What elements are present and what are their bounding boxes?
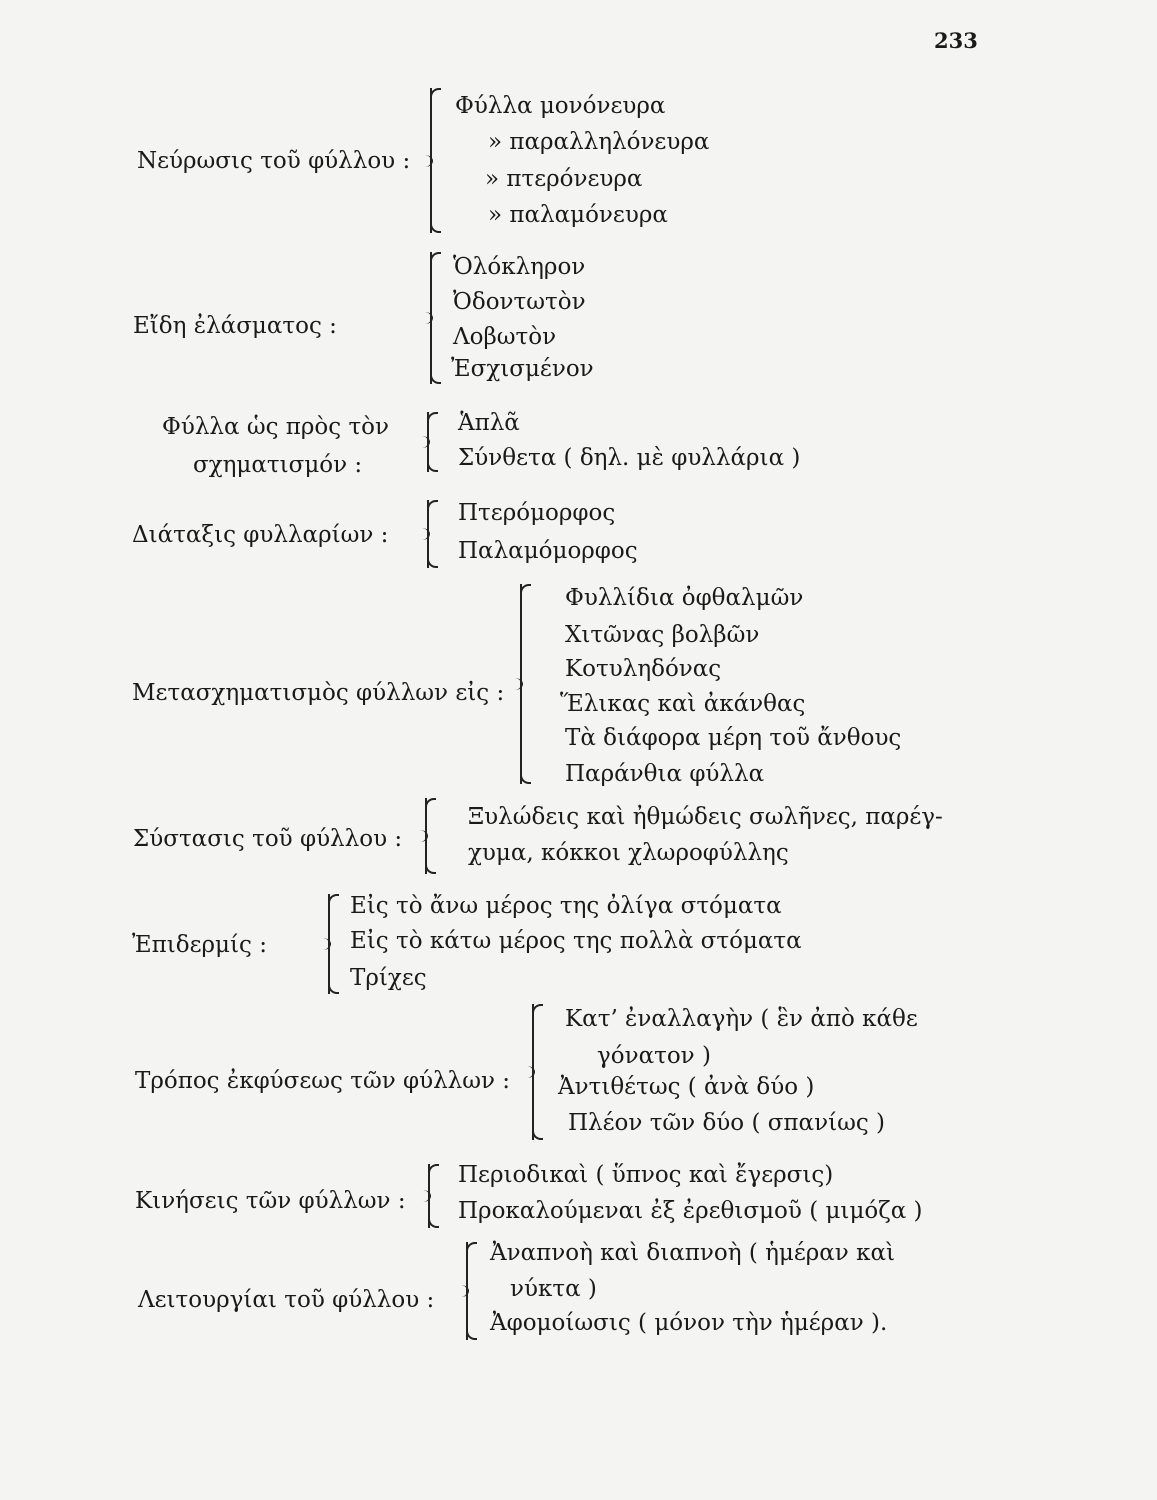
systasis-item: Ξυλώδεις καὶ ἠθμώδεις σωλῆνες, παρέγ- <box>468 804 943 830</box>
nevrosis-item: » παραλληλόνευρα <box>488 129 710 155</box>
metaschimatismos-label: Μετασχηματισμὸς φύλλων εἰς : <box>132 680 505 706</box>
metaschimatismos-brace <box>520 584 532 784</box>
leitourgiai-item: Ἀναπνοὴ καὶ διαπνοὴ ( ἡμέραν καὶ <box>490 1240 896 1266</box>
schimatismos-label-line2: σχηματισμόν : <box>193 452 363 478</box>
leitourgiai-item: Ἀφομοίωσις ( μόνον τὴν ἡμέραν ). <box>490 1310 888 1336</box>
eidi-brace <box>430 252 442 384</box>
diataxis-item: Παλαμόμορφος <box>458 538 638 564</box>
leitourgiai-label: Λειτουργίαι τοῦ φύλλου : <box>138 1287 435 1313</box>
tropos-brace <box>532 1004 544 1140</box>
schimatismos-item: Σύνθετα ( δηλ. μὲ φυλλάρια ) <box>458 445 801 471</box>
schimatismos-brace <box>427 412 439 472</box>
metaschimatismos-item: Φυλλίδια ὀφθαλμῶν <box>565 585 804 611</box>
nevrosis-item: » παλαμόνευρα <box>488 202 668 228</box>
epidermis-item: Εἰς τὸ κάτω μέρος της πολλὰ στόματα <box>350 928 802 954</box>
epidermis-brace <box>328 894 340 994</box>
epidermis-item: Τρίχες <box>350 965 427 991</box>
diataxis-brace <box>427 500 439 568</box>
eidi-item: Ὁλόκληρον <box>453 254 586 280</box>
kiniseis-brace <box>428 1164 440 1228</box>
tropos-item: Πλέον τῶν δύο ( σπανίως ) <box>568 1110 886 1136</box>
tropos-item: γόνατον ) <box>597 1043 711 1069</box>
diataxis-label: Διάταξις φυλλαρίων : <box>132 522 389 548</box>
nevrosis-label: Νεύρωσις τοῦ φύλλου : <box>137 148 411 174</box>
tropos-item: Ἀντιθέτως ( ἀνὰ δύο ) <box>558 1074 815 1100</box>
leitourgiai-brace <box>466 1242 478 1340</box>
epidermis-label: Ἐπιδερμίς : <box>132 932 267 958</box>
systasis-item: χυμα, κόκκοι χλωροφύλλης <box>468 840 789 866</box>
kiniseis-item: Προκαλούμεναι ἐξ ἐρεθισμοῦ ( μιμόζα ) <box>458 1198 923 1224</box>
epidermis-item: Εἰς τὸ ἄνω μέρος της ὀλίγα στόματα <box>350 893 782 919</box>
leitourgiai-item: νύκτα ) <box>510 1276 597 1302</box>
systasis-label: Σύστασις τοῦ φύλλου : <box>133 826 403 852</box>
nevrosis-item: Φύλλα μονόνευρα <box>455 93 666 119</box>
systasis-brace <box>425 798 437 874</box>
eidi-item: Ὀδοντωτὸν <box>453 289 586 315</box>
metaschimatismos-item: Ἕλικας καὶ ἀκάνθας <box>560 691 806 717</box>
tropos-item: Κατ’ ἐναλλαγὴν ( ἓν ἀπὸ κάθε <box>565 1006 918 1032</box>
metaschimatismos-item: Χιτῶνας βολβῶν <box>565 622 760 648</box>
nevrosis-item: » πτερόνευρα <box>485 166 643 192</box>
eidi-label: Εἴδη ἐλάσματος : <box>133 313 337 339</box>
tropos-label: Τρόπος ἐκφύσεως τῶν φύλλων : <box>135 1068 511 1094</box>
nevrosis-brace <box>430 88 442 233</box>
schimatismos-item: Ἁπλᾶ <box>458 410 520 436</box>
schimatismos-label-line1: Φύλλα ὡς πρὸς τὸν <box>162 414 390 440</box>
kiniseis-label: Κινήσεις τῶν φύλλων : <box>135 1188 406 1214</box>
metaschimatismos-item: Κοτυληδόνας <box>565 656 722 682</box>
kiniseis-item: Περιοδικαὶ ( ὕπνος καὶ ἔγερσις) <box>458 1162 834 1188</box>
eidi-item: Ἐσχισμένον <box>451 356 594 382</box>
diataxis-item: Πτερόμορφος <box>458 500 616 526</box>
page-number: 233 <box>934 28 978 53</box>
eidi-item: Λοβωτὸν <box>453 324 557 350</box>
metaschimatismos-item: Παράνθια φύλλα <box>565 761 765 787</box>
metaschimatismos-item: Τὰ διάφορα μέρη τοῦ ἄνθους <box>565 725 902 751</box>
